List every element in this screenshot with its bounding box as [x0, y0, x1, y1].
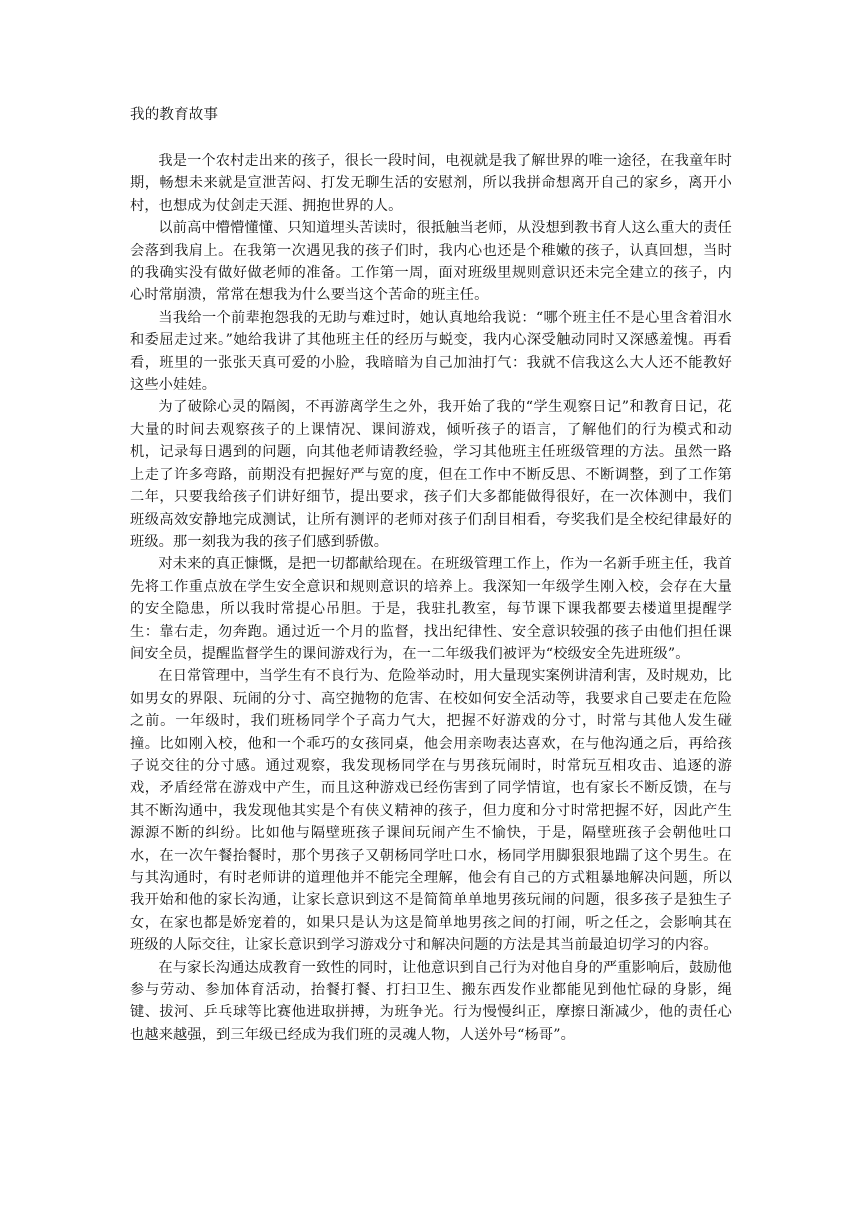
paragraph-3: 当我给一个前辈抱怨我的无助与难过时，她认真地给我说：“哪个班主任不是心里含着泪水和委屈走过来。”她给我讲了其他班主任的经历与蜕变，我内心深受触动同时又深感羞愧。再看看，班里的一张张天真可爱的小脸，我暗暗为自己加油打气：我就不信我这么大人还不能教好这些小娃娃。 [130, 309, 732, 394]
paragraph-7: 在与家长沟通达成教育一致性的同时，让他意识到自己行为对他自身的严重影响后，鼓励他参与劳动、参加体育活动，抬餐打餐、打扫卫生、搬东西发作业都能见到他忙碌的身影，绳键、拔河、乒乓球等比赛他进取拼搏，为班争光。行为慢慢纠正，摩擦日渐减少，他的责任心也越来越强，到三年级已经成为我们班的灵魂人物，人送外号“杨哥”。 [130, 959, 732, 1043]
paragraph-4: 为了破除心灵的隔阂，不再游离学生之外，我开始了我的“学生观察日记”和教育日记，花大量的时间去观察孩子的上课情况、课间游戏，倾听孩子的语言，了解他们的行为模式和动机，记录每日遇到的问题，向其他老师请教经验，学习其他班主任班级管理的方法。虽然一路上走了许多弯路，前期没有把握好严与宽的度，但在工作中不断反思、不断调整，到了工作第二年，只要我给孩子们讲好细节，提出要求，孩子们大多都能做得很好，在一次体测中，我们班级高效安静地完成测试，让所有测评的老师对孩子们刮目相看，夸奖我们是全校纪律最好的班级。那一刻我为我的孩子们感到骄傲。 [130, 399, 732, 550]
paragraph-5: 对未来的真正慷慨，是把一切都献给现在。在班级管理工作上，作为一名新手班主任，我首先将工作重点放在学生安全意识和规则意识的培养上。我深知一年级学生刚入校，会存在大量的安全隐患，所以我时常提心吊胆。于是，我驻扎教室，每节课下课我都要去楼道里提醒学生：靠右走，勿奔跑。通过近一个月的监督，找出纪律性、安全意识较强的孩子由他们担任课间安全员，提醒监督学生的课间游戏行为，在一二年级我们被评为“校级安全先进班级”。 [130, 556, 732, 662]
paragraph-1: 我是一个农村走出来的孩子，很长一段时间，电视就是我了解世界的唯一途径，在我童年时期，畅想未来就是宣泄苦闷、打发无聊生活的安慰剂，所以我拼命想离开自己的家乡，离开小村，也想成为仗剑走天涯、拥抱世界的人。 [130, 153, 732, 214]
paragraph-6: 在日常管理中，当学生有不良行为、危险举动时，用大量现实案例讲清利害，及时规劝，比如男女的界限、玩闹的分寸、高空抛物的危害、在校如何安全活动等，我要求自己要走在危险之前。一年级时，我们班杨同学个子高力气大，把握不好游戏的分寸，时常与其他人发生碰撞。比如刚入校，他和一个乖巧的女孩同桌，他会用亲吻表达喜欢，在与他沟通之后，再给孩子说交往的分寸感。通过观察，我发现杨同学在与男孩玩闹时，时常玩互相攻击、追逐的游戏，矛盾经常在游戏中产生，而且这种游戏已经伤害到了同学情谊，也有家长不断反馈，在与其不断沟通中，我发现他其实是个有侠义精神的孩子，但力度和分寸时常把握不好，因此产生源源不断的纠纷。比如他与隔壁班孩子课间玩闹产生不愉快，于是，隔壁班孩子会朝他吐口水，在一次午餐抬餐时，那个男孩子又朝杨同学吐口水，杨同学用脚狠狠地踹了这个男生。在与其沟通时，有时老师讲的道理他并不能完全理解，他会有自己的方式粗暴地解决问题，所以我开始和他的家长沟通，让家长意识到这不是简简单单地男孩玩闹的问题，很多孩子是独生子女，在家也都是娇宠着的，如果只是认为这是简单地男孩之间的打闹，听之任之，会影响其在班级的人际交往，让家长意识到学习游戏分寸和解决问题的方法是其当前最迫切学习的内容。 [130, 668, 732, 954]
paragraph-2: 以前高中懵懵懂懂、只知道埋头苦读时，很抵触当老师，从没想到教书育人这么重大的责任会落到我肩上。在我第一次遇见我的孩子们时，我内心也还是个稚嫩的孩子，认真回想，当时的我确实没有做好做老师的准备。工作第一周，面对班级里规则意识还未完全建立的孩子，内心时常崩溃，常常在想我为什么要当这个苦命的班主任。 [130, 220, 732, 304]
document-title: 我的教育故事 [130, 107, 219, 123]
document-body [130, 150, 732, 1046]
